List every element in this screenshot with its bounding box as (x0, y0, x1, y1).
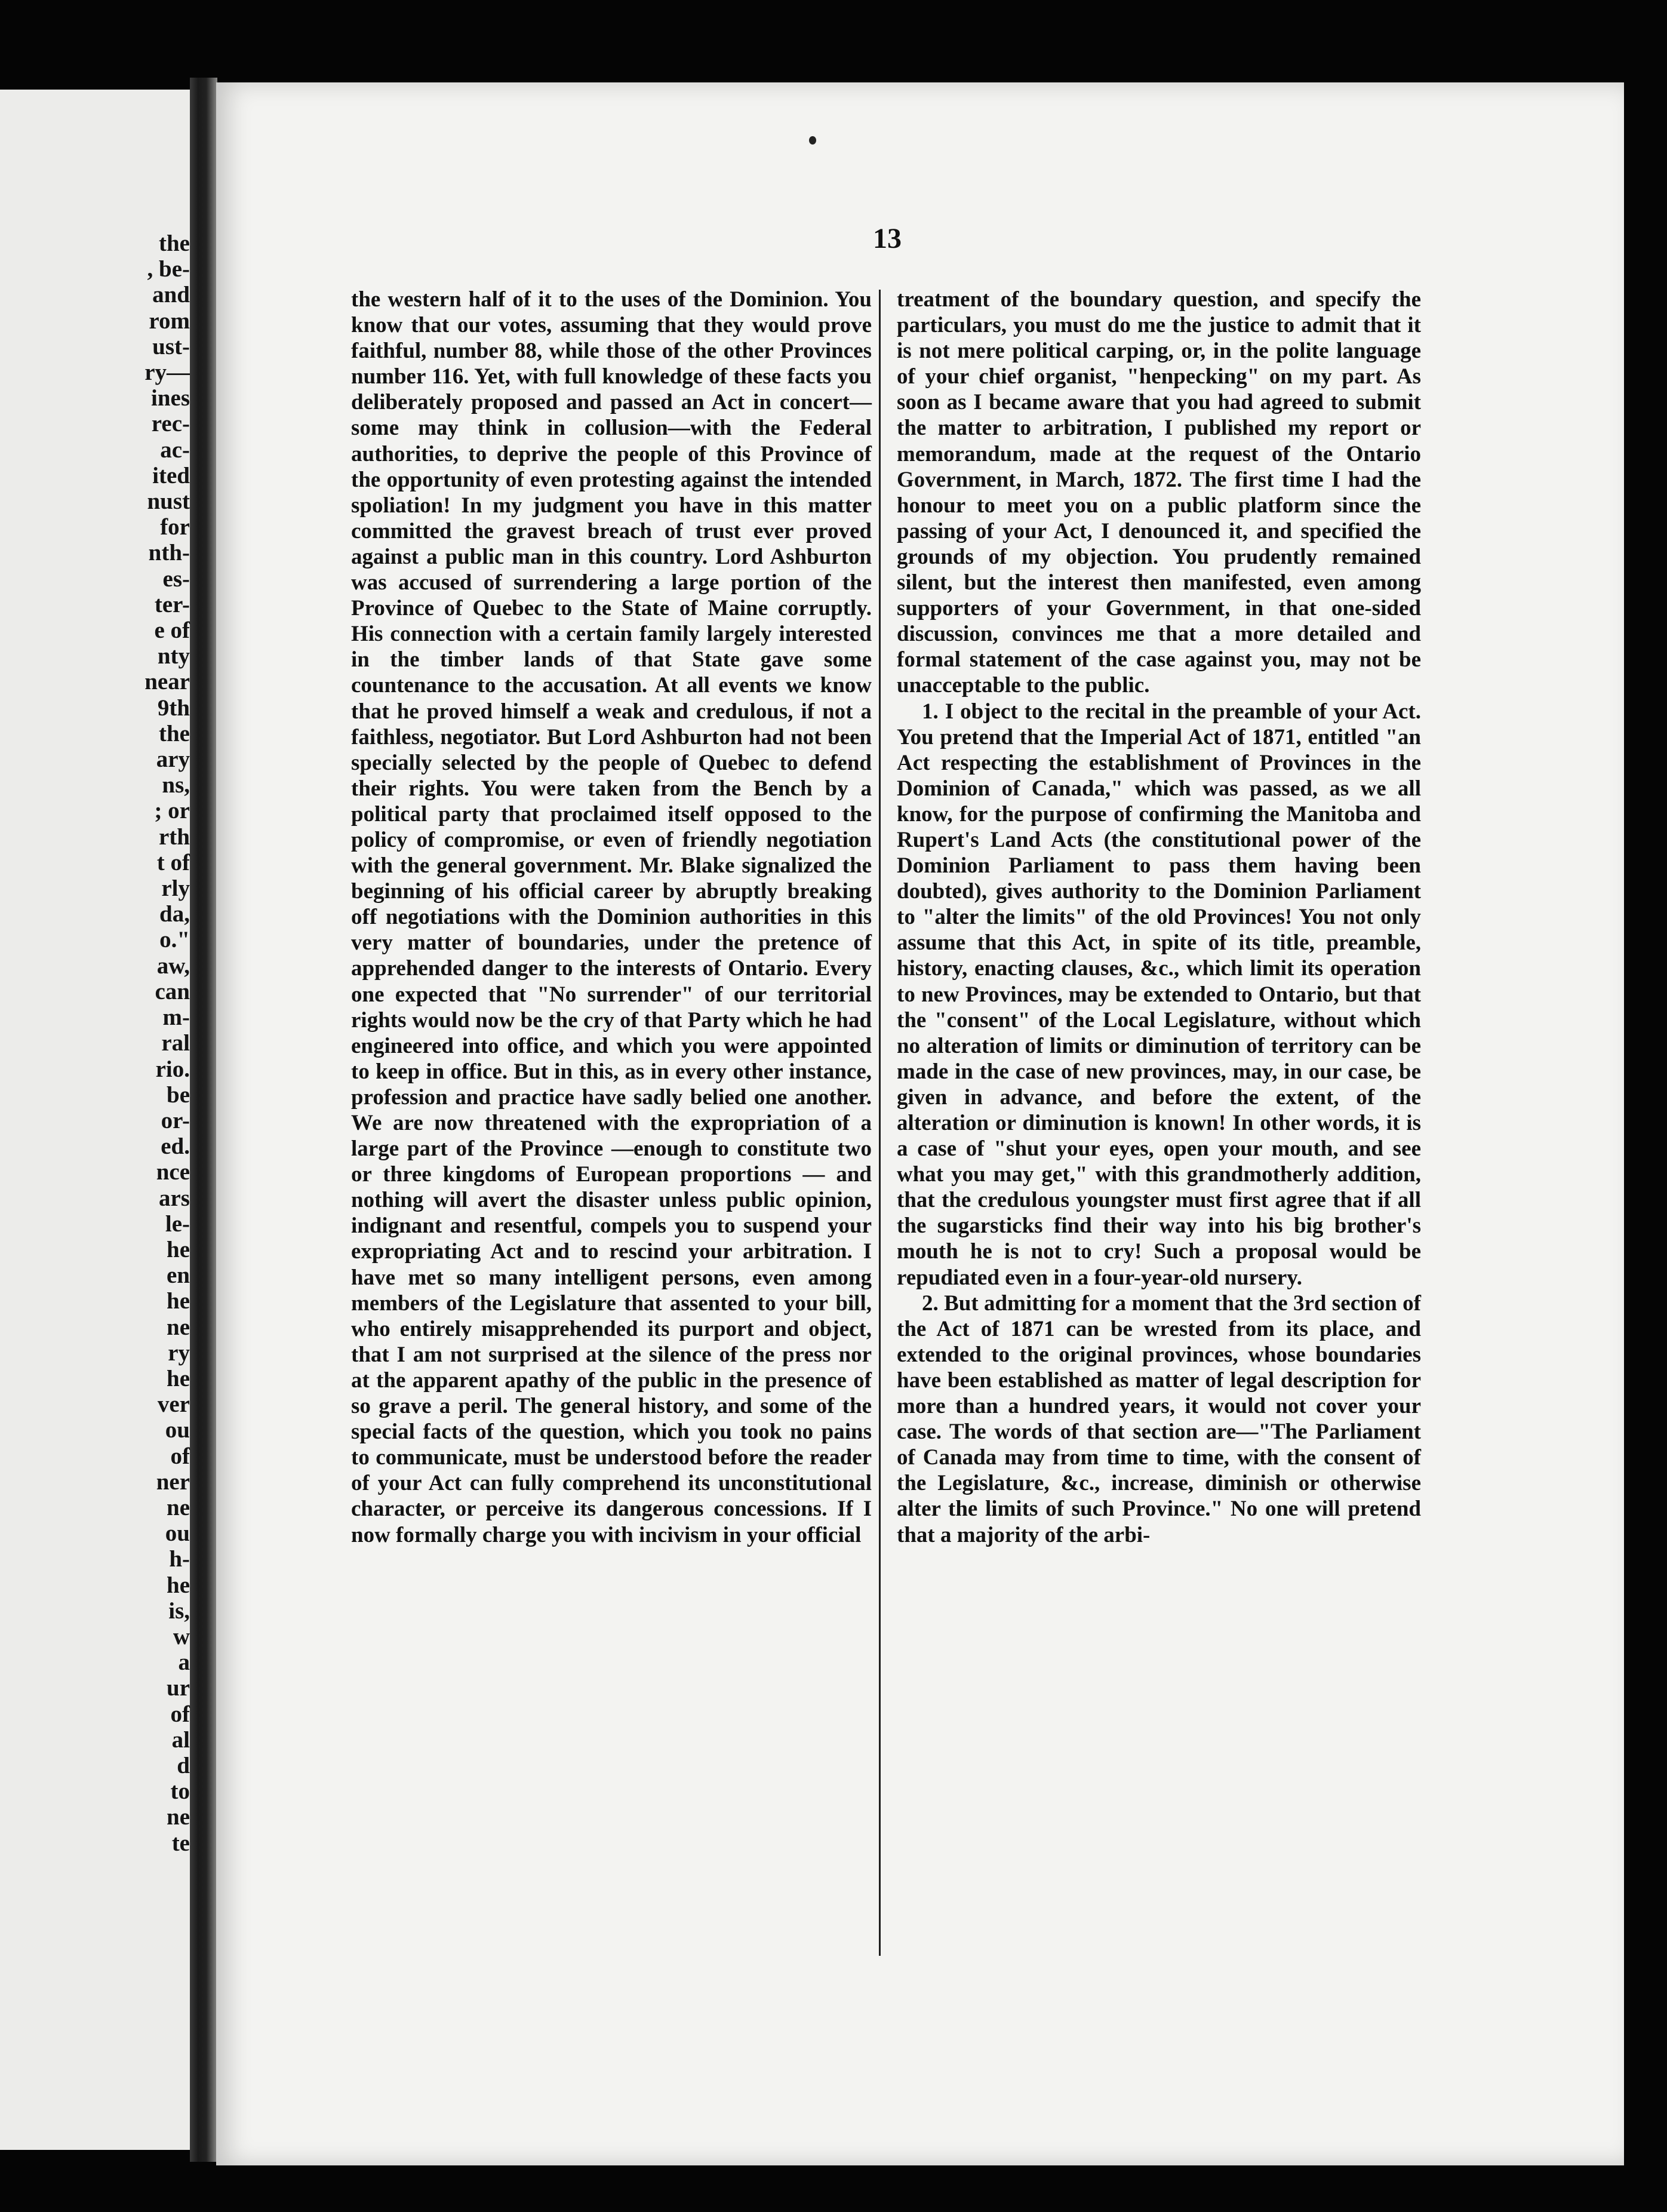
right-text-column (897, 287, 1421, 1548)
left-column-paragraph-1: the western half of it to the uses of the Dominion. You know that our votes, assuming that they would prove faithful, number 88, while those of the other Provinces number 116. Yet, with full knowledge of these facts you deliberately proposed and passed an Act in concert—some may think in collusion—with the Federal authorities, to deprive the people of this Province of the opportunity of even protesting against the intended spoliation! In my judgment you have in this matter committed the gravest breach of trust ever proved against a public man in this country. Lord Ashburton was accused of surrendering a large portion of the Province of Quebec to the State of Maine corruptly. His connection with a certain family largely interested in the timber lands of that State gave some countenance to the accusation. At all events we know that he proved himself a weak and credulous, if not a faithless, negotiator. But Lord Ashburton had not been specially selected by the people of Quebec to defend their rights. You were taken from the Bench by a political party that proclaimed itself opposed to the policy of compromise, or even of friendly negotiation with the general government. Mr. Blake signalized the beginning of his official career by abruptly breaking off negotiations with the Dominion authorities in this very matter of boundaries, under the pretence of apprehended danger to the interests of Ontario. Every one expected that "No surrender" of our territorial rights would now be the cry of that Party which he had engineered into office, and which you were appointed to keep in office. But in this, as in every other instance, profession and practice have sadly belied one another. We are now threatened with the expropriation of a large part of the Province —enough to constitute two or three kingdoms of European proportions — and nothing will avert the disaster unless public opinion, indignant and resentful, compels you to suspend your expropriating Act and to rescind your arbitration. I have met so many intelligent persons, even among members of the Legislature that assented to your bill, who entirely misapprehended its purport and object, that I am not surprised at the silence of the press nor at the apparent apathy of the public in the presence of so grave a peril. The general history, and some of the special facts of the question, which you took no pains to communicate, must be understood before the reader of your Act can fully comprehend its unconstitutional character, or perceive its dangerous concessions. If I now formally charge you with incivism in your official (351, 287, 872, 1547)
book-spine-gutter (190, 78, 217, 2162)
scan-background-edge (1624, 90, 1667, 2162)
page-number: 13 (873, 223, 902, 254)
right-column-paragraph-3: 2. But admitting for a moment that the 3rd section of the Act of 1871 can be wrested from its place, and extended to the original provinces, whose boundaries have been established as matter of legal description for more than a hundred years, it would not cover your case. The words of that section are—"The Parliament of Canada may from time to time, with the consent of the Legislature, &c., increase, diminish or otherwise alter the limits of such Province." No one will pretend that a majority of the arbi- (897, 1291, 1421, 1547)
right-column-paragraph-1: treatment of the boundary question, and specify the particulars, you must do me the justice to admit that it is not mere political carping, or, in the polite language of your chief organist, "henpecking" on my part. As soon as I became aware that you had agreed to submit the matter to arbitration, I published my report or memorandum, made at the request of the Ontario Government, in March, 1872. The first time I had the honour to meet you on a public platform since the passing of your Act, I denounced it, and specified the grounds of my objection. You prudently remained silent, but the interest then manifested, even among supporters of your Government, in that one-sided discussion, convinces me that a more detailed and formal statement of the case against you, may not be unacceptable to the public. (897, 287, 1421, 698)
previous-page-strip (0, 90, 190, 2150)
right-column-paragraph-2: 1. I object to the recital in the preamble of your Act. You pretend that the Imperial Act of 1871, entitled "an Act respecting the establishment of Provinces in the Dominion of Canada," which was passed, as we all know, for the purpose of confirming the Manitoba and Rupert's Land Acts (the constitutional power of the Dominion Parliament to pass them having been doubted), gives authority to the Dominion Parliament to "alter the limits" of the old Provinces! You not only assume that this Act, in spite of its title, preamble, history, enacting clauses, &c., which limit its operation to new Provinces, may be extended to Ontario, but that the "consent" of the Local Legislature, without which no alteration of limits or diminution of territory can be made in the case of new provinces, may, in our case, be given in advance, and before the extent, of the alteration or diminution is known! In other words, it is a case of "shut your eyes, open your mouth, and see what you may get," with this grandmotherly addition, that the credulous youngster must first agree that if all the sugarsticks find their way into his big brother's mouth he is not to cry! Such a proposal would be repudiated even in a four-year-old nursery. (897, 699, 1421, 1290)
ink-speck (809, 136, 816, 145)
left-text-column (351, 287, 872, 1548)
column-divider (879, 290, 881, 1956)
previous-page-text-fragments: the , be- and rom ust- ry— ines rec- ac- ited nust for nth- es- ter- e of nty near 9th the ary ns, ; or rth t of rly da, o." aw, can m- ral rio. be or- ed. nce ars le- he en he ne ry he ver ou of ner ne ou h- he is, w a ur of al d to ne te (144, 231, 190, 1856)
